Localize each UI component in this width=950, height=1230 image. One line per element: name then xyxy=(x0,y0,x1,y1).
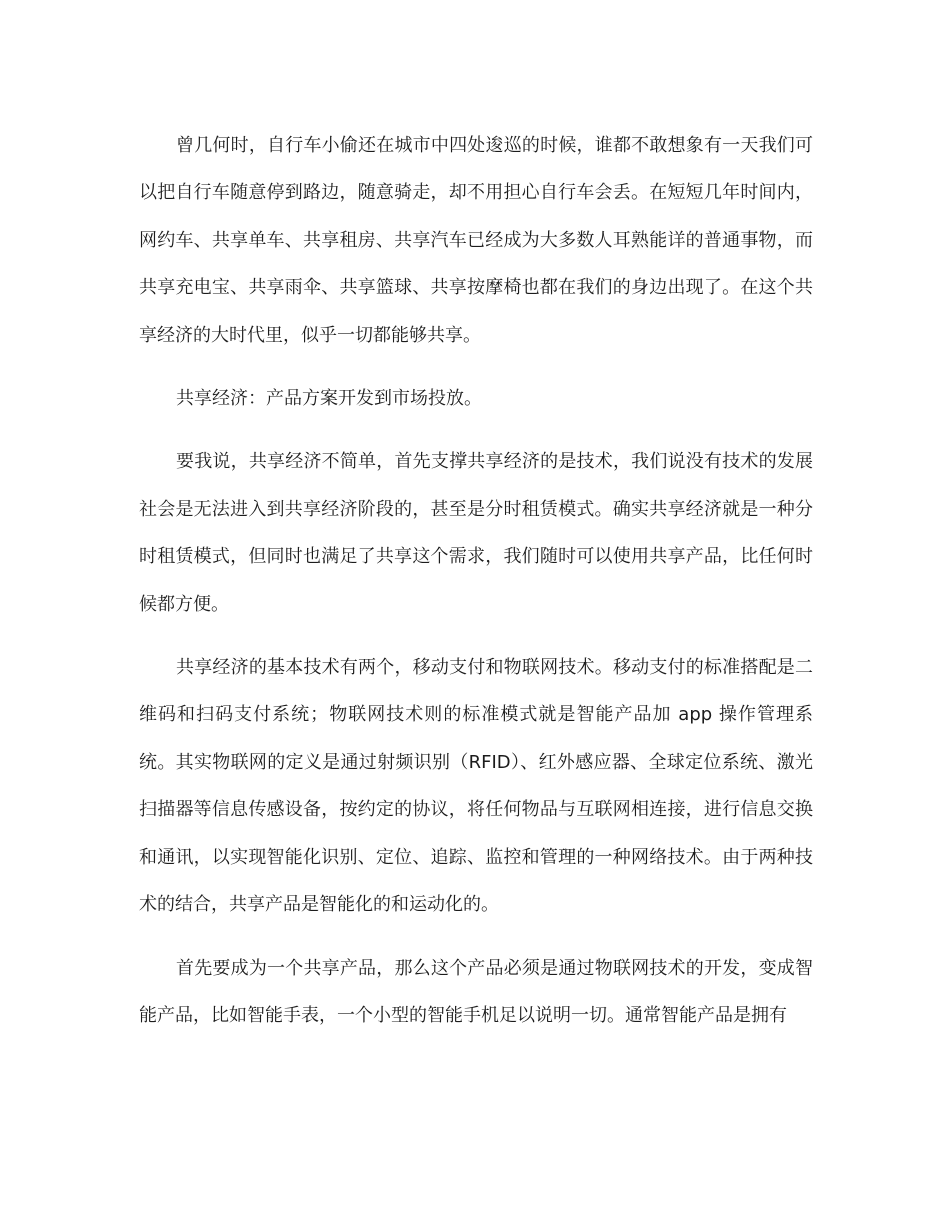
paragraph-smart-product: 首先要成为一个共享产品，那么这个产品必须是通过物联网技术的开发，变成智能产品，比如智能手表，一个小型的智能手机足以说明一切。通常智能产品是拥有 xyxy=(139,957,813,1026)
paragraph-intro: 曾几何时，自行车小偷还在城市中四处逡巡的时候，谁都不敢想象有一天我们可以把自行车随意停到路边，随意骑走，却不用担心自行车会丢。在短短几年时间内，网约车、共享单车、共享租房、共享汽车已经成为大多数人耳熟能详的普通事物，而共享充电宝、共享雨伞、共享篮球、共享按摩椅也都在我们的身边出现了。在这个共享经济的大时代里，似乎一切都能够共享。 xyxy=(139,135,813,346)
paragraph-basic-tech: 共享经济的基本技术有两个，移动支付和物联网技术。移动支付的标准搭配是二维码和扫码支付系统；物联网技术则的标准模式就是智能产品加 app 操作管理系统。其实物联网的定义是通过射频识别（RFID）、红外感应器、全球定位系统、激光扫描器等信息传感设备，按约定的协议，将任何物品与互联网相连接，进行信息交换和通讯，以实现智能化识别、定位、追踪、监控和管理的一种网络技术。由于两种技术的结合，共享产品是智能化的和运动化的。 xyxy=(139,657,813,916)
document-page xyxy=(139,122,813,1039)
paragraph-subheading: 共享经济：产品方案开发到市场投放。 xyxy=(176,388,482,410)
paragraph-technology: 要我说，共享经济不简单，首先支撑共享经济的是技术，我们说没有技术的发展社会是无法进入到共享经济阶段的，甚至是分时租赁模式。确实共享经济就是一种分时租赁模式，但同时也满足了共享这个需求，我们随时可以使用共享产品，比任何时候都方便。 xyxy=(139,451,813,615)
